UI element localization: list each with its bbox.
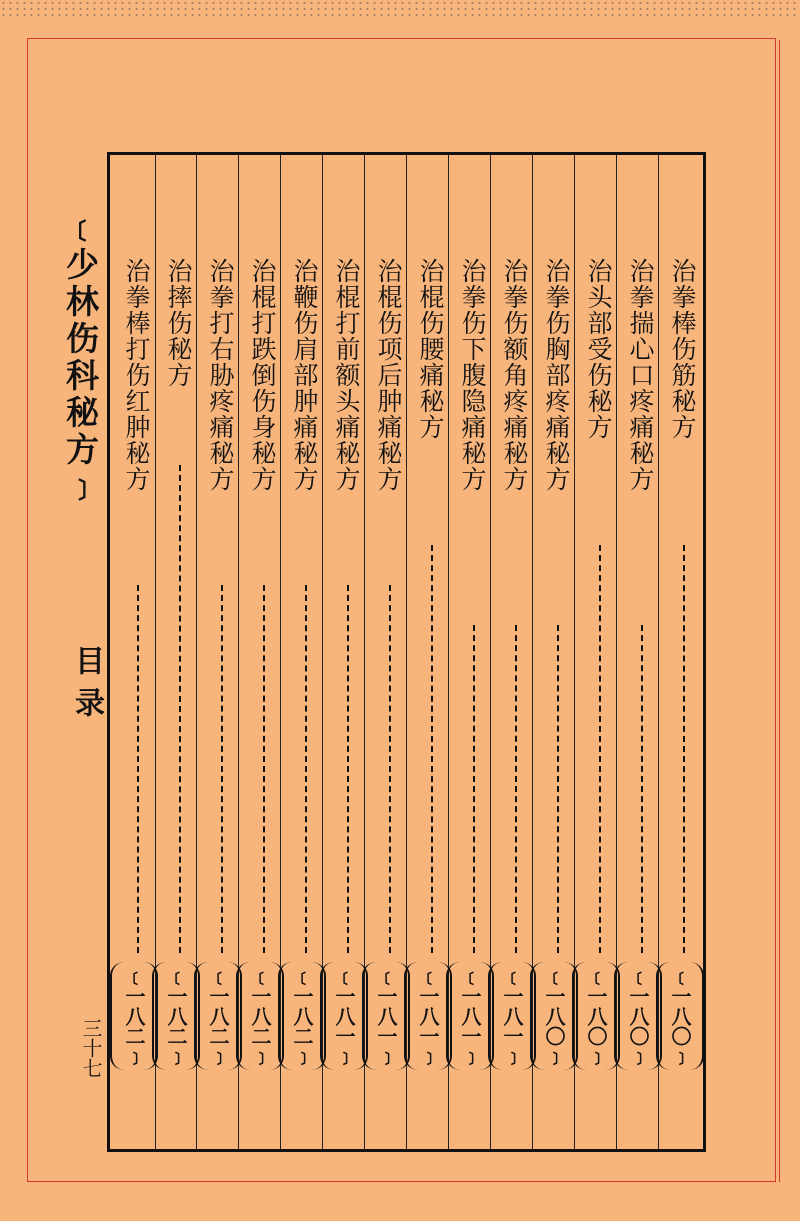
scan-frame-edge (779, 40, 780, 1182)
toc-entry-page: ﹝一八一﹞ (450, 962, 494, 1070)
toc-entry-page: ﹝一八一﹞ (408, 962, 452, 1070)
toc-entry-title: 治拳伤额角疼痛秘方 (500, 258, 529, 492)
book-title: ﹝少林伤科秘方﹞ (61, 210, 100, 506)
toc-entry-title: 治棍伤项后肿痛秘方 (374, 258, 403, 492)
dot-leader (557, 625, 559, 953)
page-number: 三十七 (79, 1018, 103, 1078)
toc-entry-title: 治拳打右胁疼痛秘方 (206, 258, 235, 492)
toc-entry-title: 治棍打前额头痛秘方 (332, 258, 361, 492)
toc-entry-page: ﹝一八〇﹞ (660, 962, 704, 1070)
dot-leader (305, 585, 307, 953)
top-edge-dots (0, 0, 800, 16)
dot-leader (599, 545, 601, 953)
toc-entry-title: 治棍伤腰痛秘方 (416, 258, 445, 440)
toc-entry-title: 治拳棒伤筋秘方 (668, 258, 697, 440)
dot-leader (221, 585, 223, 953)
toc-entry-title: 治拳伤下腹隐痛秘方 (458, 258, 487, 492)
toc-entry-page: ﹝一八〇﹞ (534, 962, 578, 1070)
dot-leader (473, 625, 475, 953)
dot-leader (431, 545, 433, 953)
toc-entry-page: ﹝一八〇﹞ (576, 962, 620, 1070)
toc-entry-page: ﹝一八一﹞ (324, 962, 368, 1070)
toc-entry-title: 治棍打跌倒伤身秘方 (248, 258, 277, 492)
dot-leader (179, 465, 181, 953)
toc-entry-page: ﹝一八一﹞ (366, 962, 410, 1070)
dot-leader (641, 625, 643, 953)
toc-entry-title: 治拳伤胸部疼痛秘方 (542, 258, 571, 492)
toc-entry-title: 治拳棒打伤红肿秘方 (122, 258, 151, 492)
toc-entry-title: 治摔伤秘方 (164, 258, 193, 388)
dot-leader (683, 545, 685, 953)
section-title: 目录 (69, 645, 104, 729)
toc-entry-page: ﹝一八〇﹞ (618, 962, 662, 1070)
dot-leader (263, 585, 265, 953)
toc-entry-page: ﹝一八二﹞ (282, 962, 326, 1070)
toc-entry-page: ﹝一八二﹞ (114, 962, 158, 1070)
toc-entry-page: ﹝一八一﹞ (492, 962, 536, 1070)
toc-entry-title: 治头部受伤秘方 (584, 258, 613, 440)
dot-leader (347, 585, 349, 953)
toc-entry-page: ﹝一八二﹞ (240, 962, 284, 1070)
toc-entry-title: 治拳揣心口疼痛秘方 (626, 258, 655, 492)
dot-leader (389, 585, 391, 953)
toc-entry-page: ﹝一八二﹞ (198, 962, 242, 1070)
toc-entry-page: ﹝一八二﹞ (156, 962, 200, 1070)
dot-leader (137, 585, 139, 953)
dot-leader (515, 625, 517, 953)
toc-entry-title: 治鞭伤肩部肿痛秘方 (290, 258, 319, 492)
